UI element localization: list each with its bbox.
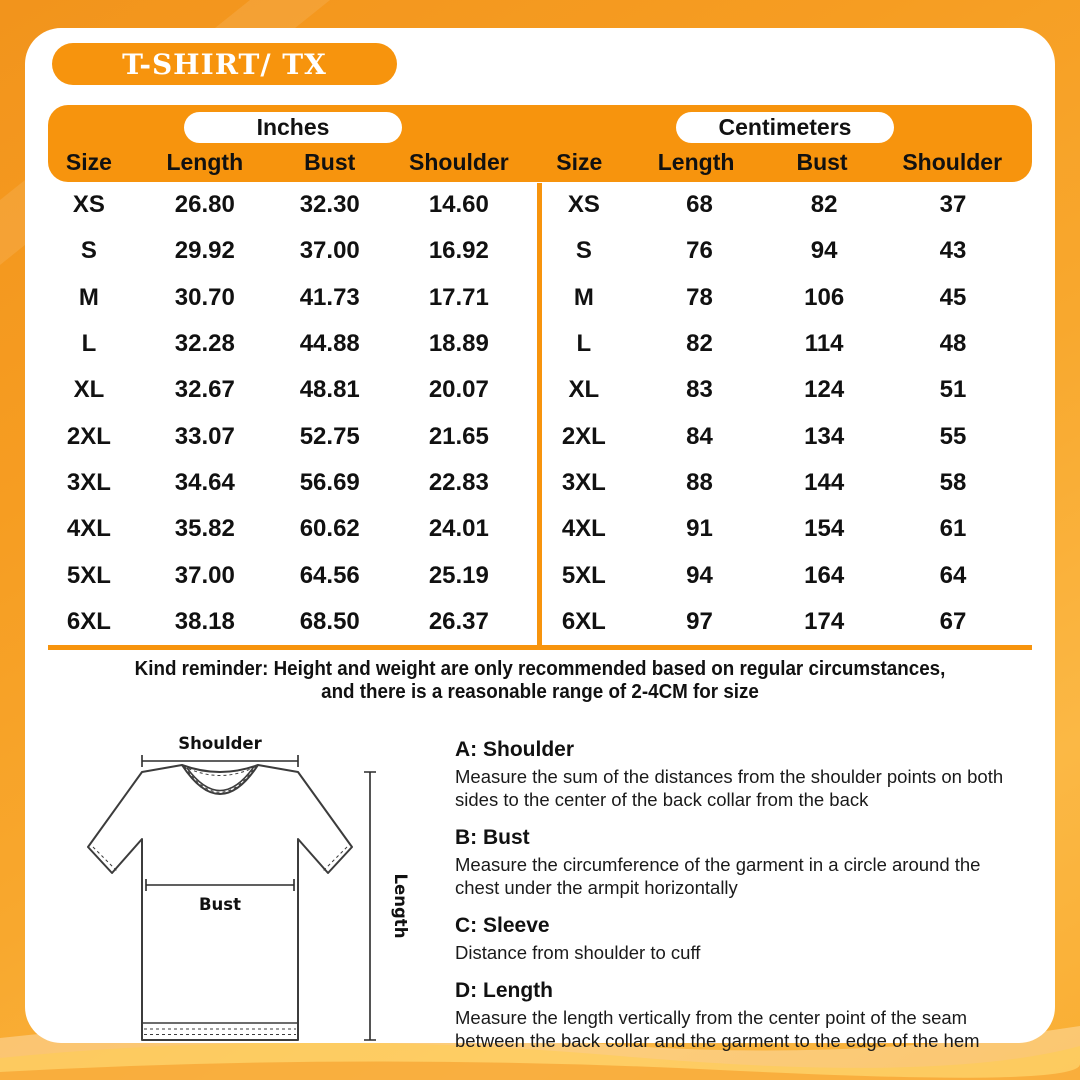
instruction-shoulder-body: Measure the sum of the distances from the shoulder points on both sides to the center of the back collar from the back [455,766,1004,810]
size-cell: 2XL [561,422,606,450]
centimeters-table-body [543,182,1032,645]
value-cell: 17.71 [428,283,489,311]
size-cell: 3XL [561,468,606,496]
value-cell: 174 [804,607,845,635]
value-cell: 78 [686,283,713,311]
value-cell: 64.56 [299,561,360,589]
value-cell: 30.70 [174,283,235,311]
value-cell: 22.83 [428,468,489,496]
size-cell: 6XL [66,607,111,635]
size-cell: 4XL [66,515,111,543]
centimeters-unit-pill [676,112,894,143]
value-cell: 37.00 [299,237,360,265]
column-header: Shoulder [409,149,509,175]
size-cell: XL [73,376,105,404]
instruction-length-heading: D: Length [455,979,553,1002]
value-cell: 82 [686,330,713,358]
size-cell: S [80,237,97,265]
value-cell: 114 [804,330,844,358]
tshirt-measurement-diagram [80,735,410,1047]
value-cell: 61 [939,515,967,543]
value-cell: 44.88 [299,330,360,358]
value-cell: 124 [804,376,845,404]
size-cell: M [78,283,99,311]
instruction-bust-heading: B: Bust [455,826,530,849]
instruction-length [455,979,1017,1052]
size-cell: XS [72,191,105,219]
value-cell: 134 [804,422,845,450]
table-center-divider [537,183,542,646]
column-header: Bust [304,149,356,175]
value-cell: 154 [804,515,845,543]
length-measure-line [364,772,376,1040]
inches-label: Inches [256,114,330,140]
page-title: T-SHIRT/ TX [122,47,327,81]
kind-reminder [56,658,1024,703]
value-cell: 83 [686,376,713,404]
value-cell: 48.81 [299,376,360,404]
size-cell: XL [568,376,600,404]
size-chart-card [25,28,1055,1051]
shoulder-measure-label: Shoulder [178,735,262,753]
value-cell: 29.92 [174,237,235,265]
size-cell: 6XL [561,607,606,635]
value-cell: 45 [939,283,967,311]
value-cell: 144 [804,468,845,496]
inches-unit-pill [184,112,402,143]
value-cell: 34.64 [174,468,235,496]
value-cell: 37.00 [174,561,235,589]
value-cell: 68 [686,191,713,219]
column-header: Length [166,149,244,175]
shoulder-measure-line [142,755,298,767]
column-header: Size [65,149,112,175]
value-cell: 43 [939,237,967,265]
value-cell: 94 [686,561,713,589]
length-measure-label: Length [391,873,410,939]
value-cell: 32.67 [174,376,235,404]
value-cell: 21.65 [428,422,489,450]
value-cell: 51 [939,376,967,404]
value-cell: 16.92 [428,237,489,265]
value-cell: 20.07 [428,376,489,404]
value-cell: 68.50 [299,607,360,635]
size-cell: L [81,330,97,358]
value-cell: 64 [939,561,967,589]
table-header-band [48,105,1032,182]
size-cell: M [573,283,594,311]
centimeters-label: Centimeters [718,114,852,140]
value-cell: 32.30 [299,191,360,219]
instruction-sleeve-body: Distance from shoulder to cuff [455,942,701,963]
instruction-bust [455,826,1017,899]
value-cell: 106 [804,283,845,311]
instruction-shoulder [455,738,1017,811]
value-cell: 60.62 [299,515,360,543]
value-cell: 41.73 [299,283,360,311]
instruction-shoulder-heading: A: Shoulder [455,738,574,761]
value-cell: 26.80 [174,191,235,219]
size-cell: 2XL [66,422,111,450]
instruction-sleeve [455,914,1017,964]
value-cell: 32.28 [174,330,235,358]
column-header: Bust [796,149,848,175]
column-header: Length [657,149,735,175]
inches-column-headers [48,143,538,182]
title-pill [52,43,397,85]
inches-table-body [48,182,538,645]
size-cell: XS [567,191,600,219]
value-cell: 33.07 [174,422,235,450]
column-header: Size [556,149,603,175]
value-cell: 52.75 [299,422,360,450]
value-cell: 24.01 [428,515,489,543]
inches-header-section [48,105,538,182]
value-cell: 58 [939,468,967,496]
value-cell: 18.89 [428,330,489,358]
value-cell: 25.19 [428,561,489,589]
value-cell: 97 [686,607,713,635]
value-cell: 67 [939,607,967,635]
value-cell: 91 [686,515,713,543]
instruction-length-body: Measure the length vertically from the center point of the seam between the back collar and the garment to the edge of the hem [455,1007,980,1051]
value-cell: 55 [939,422,967,450]
value-cell: 82 [810,191,838,219]
value-cell: 56.69 [299,468,360,496]
table-bottom-rule [48,645,1032,650]
value-cell: 14.60 [428,191,489,219]
reminder-line-2: and there is a reasonable range of 2-4CM for size [321,680,759,703]
size-cell: L [576,330,592,358]
value-cell: 76 [686,237,713,265]
bust-measure-label: Bust [198,895,242,914]
value-cell: 37 [939,191,967,219]
column-header: Shoulder [902,149,1003,175]
size-cell: 5XL [561,561,606,589]
size-cell: 3XL [66,468,111,496]
value-cell: 164 [804,561,845,589]
size-cell: 4XL [561,515,606,543]
size-cell: 5XL [66,561,111,589]
measurement-instructions [455,738,1017,1067]
size-cell: S [575,237,592,265]
value-cell: 38.18 [174,607,235,635]
value-cell: 94 [810,237,838,265]
centimeters-column-headers [538,143,1032,182]
reminder-line-1: Kind reminder: Height and weight are only recommended based on regular circumstances, [134,658,946,680]
centimeters-header-section [538,105,1032,182]
value-cell: 88 [686,468,713,496]
instruction-sleeve-heading: C: Sleeve [455,914,550,937]
value-cell: 35.82 [174,515,235,543]
value-cell: 48 [939,330,967,358]
value-cell: 26.37 [428,607,489,635]
instruction-bust-body: Measure the circumference of the garment in a circle around the chest under the armpit horizontally [455,854,981,898]
value-cell: 84 [686,422,713,450]
